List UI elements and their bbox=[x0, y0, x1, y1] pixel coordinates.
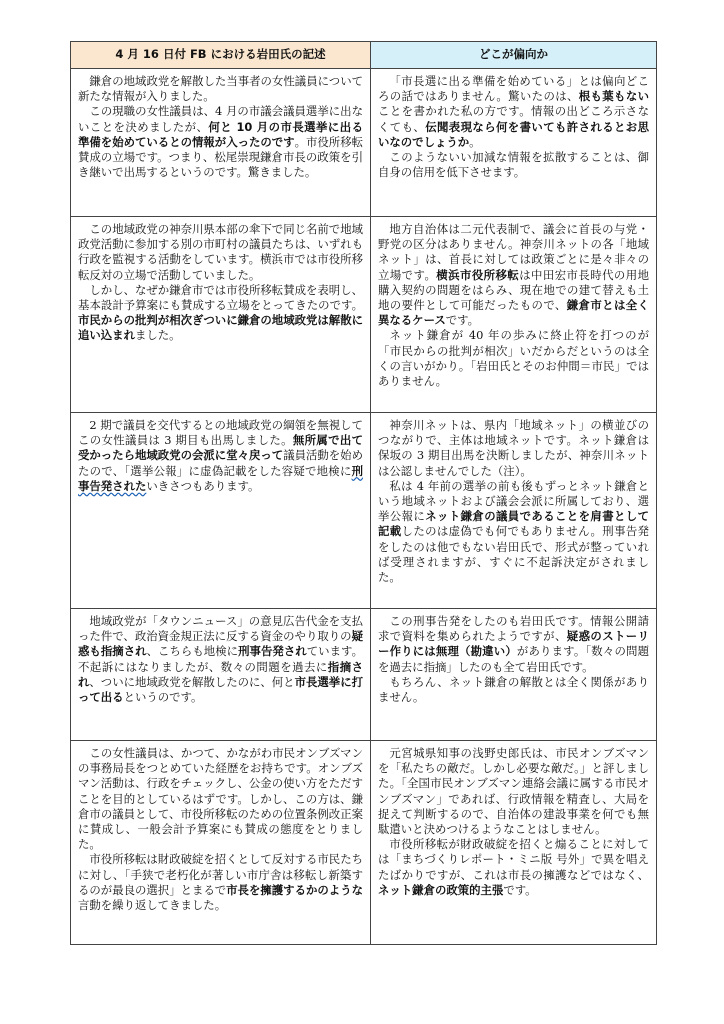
emphasis: 疑惑のストーリー作りには無理（勘違い） bbox=[378, 629, 649, 659]
header-left: 4 月 16 日付 FB における岩田氏の記述 bbox=[71, 42, 371, 69]
emphasis: 伝聞表現なら何を書いても許されるとお思いなのでしょうか bbox=[378, 119, 649, 149]
emphasis: 市長選挙に打って出る bbox=[78, 674, 363, 705]
rebuttal-cell bbox=[371, 741, 657, 945]
emphasis: 市長を擁護するかのような bbox=[226, 882, 363, 897]
table-row bbox=[71, 609, 657, 741]
emphasis: 刑事告発された bbox=[78, 463, 363, 493]
text-run: ています。不起訴にはなりましたが、数々の問題を過去に bbox=[78, 644, 363, 674]
text-run: 2 期で議員を交代するとの地域政党の綱領を無視してこの女性議員は 3 期目も出馬しました。 bbox=[78, 418, 363, 448]
text-run: です。 bbox=[503, 882, 537, 897]
text-run: 市役所移転が財政破綻を招くと煽ることに対しては「まちづくりレポート・ミニ版 号外」で異を唱えたばかりですが、これは市長の擁護などではなく、 bbox=[378, 837, 649, 882]
paragraph bbox=[78, 283, 363, 344]
paragraph bbox=[378, 479, 649, 585]
header-row bbox=[71, 42, 657, 69]
table-row bbox=[71, 741, 657, 945]
paragraph bbox=[78, 104, 363, 180]
text-run: 言動を繰り返してきました。 bbox=[78, 898, 227, 913]
text-run: 市役所移転は財政破綻を招くとして反対する市民たちに対し、「手狭で老朽化が著しい市庁舎は移転し新築するのが最良の選択」とまるで bbox=[78, 852, 363, 897]
rebuttal-cell bbox=[371, 217, 657, 413]
text-run: は中田宏市長時代の用地購入契約の問題をはらみ、現在地での建て替えも土地の要件として可能だったもので、 bbox=[378, 267, 649, 313]
emphasis: ネット鎌倉の議員であることを肩書として記載 bbox=[378, 509, 649, 539]
claim-cell bbox=[71, 413, 371, 609]
text-run: ことを書かれた私の方です。情報の出どころ示さなくても、 bbox=[378, 104, 649, 134]
text-run: 地域政党が「タウンニュース」の意見広告代金を支払った件で、政治資金規正法に反する資金のやり取りの bbox=[78, 614, 363, 644]
text-run: 。 bbox=[469, 134, 481, 149]
text-run: があります。「数々の問題を過去に指摘」したのも全て岩田氏です。 bbox=[378, 644, 649, 674]
text-run: というのです。 bbox=[123, 690, 203, 705]
paragraph bbox=[378, 614, 649, 675]
text-run: 「市長選に出る準備を始めている」とは偏向どころの話ではありません。驚いたのは、 bbox=[378, 74, 649, 104]
table-row bbox=[71, 217, 657, 413]
claim-cell bbox=[71, 217, 371, 413]
table-row bbox=[71, 413, 657, 609]
text-run: 、こちらも地検に bbox=[146, 644, 239, 659]
emphasis: 根も葉もない bbox=[578, 89, 649, 104]
paragraph: 鎌倉の地域政党を解散した当事者の女性議員について新たな情報が入りました。 bbox=[78, 74, 363, 104]
text-run: しかし、なぜか鎌倉市では市役所移転賛成を表明し、基本設計予算案にも賛成する立場をとってきたのです。 bbox=[78, 282, 363, 313]
paragraph: ネット鎌倉が 40 年の歩みに終止符を打つのが「市民からの批判が相次」いだからだというのは全くの言いがかり。「岩田氏とそのお仲間＝市民」ではありません。 bbox=[378, 328, 649, 389]
table-row bbox=[71, 69, 657, 217]
paragraph: 神奈川ネットは、県内「地域ネット」の横並びのつながりで、主体は地域ネットです。ネット鎌倉は保坂の 3 期目出馬を決断しましたが、神奈川ネットは公認しませんでした（注）。 bbox=[378, 418, 649, 478]
comparison-table bbox=[70, 41, 657, 945]
rebuttal-cell bbox=[371, 413, 657, 609]
emphasis: 横浜市役所移転 bbox=[436, 267, 520, 282]
text-run: ました。 bbox=[134, 328, 181, 343]
emphasis: 指摘され bbox=[78, 659, 363, 689]
emphasis: 刑事告発され bbox=[238, 644, 307, 659]
paragraph bbox=[378, 74, 649, 150]
text-run: 地方自治体は二元代表制で、議会に首長の与党・野党の区分はありません。神奈川ネットの各「地域ネット」は、首長に対しては政策ごとに是々非々の立場です。 bbox=[378, 222, 649, 282]
paragraph: このようないい加減な情報を拡散することは、御自身の信用を低下させます。 bbox=[378, 150, 649, 180]
paragraph bbox=[378, 222, 649, 328]
text-run: この刑事告発をしたのも岩田氏です。情報公開請求で資料を集められたようですが、 bbox=[378, 614, 649, 644]
emphasis: 無所属で出て受かったら地域政党の会派に堂々戻って bbox=[78, 433, 363, 463]
claim-cell bbox=[71, 741, 371, 945]
rebuttal-cell bbox=[371, 609, 657, 741]
rebuttal-cell bbox=[371, 69, 657, 217]
emphasis: 市民からの批判が相次ぎついに鎌倉の地域政党は解散に追い込まれ bbox=[78, 313, 363, 343]
text-run: です。 bbox=[445, 313, 480, 328]
text-run: いきさつもあります。 bbox=[146, 478, 260, 493]
text-run: したのは虚偽でも何でもありません。刑事告発をしたのは他でもない岩田氏で、形式が整っていれば受理されますが、すぐに不起訴決定がされました。 bbox=[378, 524, 649, 585]
claim-cell bbox=[71, 609, 371, 741]
header-right: どこが偏向か bbox=[371, 42, 657, 69]
paragraph: 元宮城県知事の浅野史郎氏は、市民オンブズマンを「私たちの敵だ。しかし必要な敵だ。」と評しました。「全国市民オンブズマン連絡会議に属する市民オンブズマン」であれば、行政情報を精査し、大局を捉えて判断するので、自治体の建設事業を何でも無駄遣いと決めつけるようなことはしません。 bbox=[378, 746, 649, 837]
claim-cell bbox=[71, 69, 371, 217]
text-run: 、ついに地域政党を解散したのに、何と bbox=[89, 674, 295, 689]
emphasis: 鎌倉市とは全く異なるケース bbox=[378, 298, 649, 328]
emphasis: 何と 10 月の市長選挙に出る準備を始めているとの情報が入ったのです bbox=[78, 119, 363, 149]
paragraph bbox=[78, 418, 363, 494]
paragraph bbox=[78, 852, 363, 913]
paragraph: もちろん、ネット鎌倉の解散とは全く関係がありません。 bbox=[378, 674, 649, 705]
text-run: この現職の女性議員は、4 月の市議会議員選挙に出ないことを決めましたが、 bbox=[78, 104, 363, 134]
emphasis: ネット鎌倉の政策的主張 bbox=[378, 882, 504, 897]
emphasis: 疑惑も指摘され bbox=[78, 629, 363, 659]
paragraph bbox=[78, 614, 363, 705]
text-run: 私は 4 年前の選挙の前も後もずっとネット鎌倉という地域ネットおよび議会会派に所属しており、選挙公報に bbox=[378, 478, 649, 524]
paragraph: この女性議員は、かつて、かながわ市民オンブズマンの事務局長をつとめていた経歴をお持ちです。オンブズマン活動は、行政をチェックし、公金の使い方をただすことを目的としているはずです。しかし、この方は、鎌倉市の議員として、市役所移転のための位置条例改正案に賛成し、一般会計予算案にも賛成の態度をとりました。 bbox=[78, 746, 363, 852]
paragraph: この地域政党の神奈川県本部の傘下で同じ名前で地域政党活動に参加する別の市町村の議員たちは、いずれも行政を監視する活動をしています。横浜市では市役所移転反対の立場で活動していました。 bbox=[78, 222, 363, 282]
text-run: 。市役所移転賛成の立場です。つまり、松尾崇現鎌倉市長の政策を引き継いで出馬するというのです。驚きました。 bbox=[78, 134, 363, 180]
paragraph bbox=[378, 837, 649, 898]
text-run: 議員活動を始めたので、「選挙公報」に虚偽記載をした容疑で地検に bbox=[78, 448, 363, 478]
